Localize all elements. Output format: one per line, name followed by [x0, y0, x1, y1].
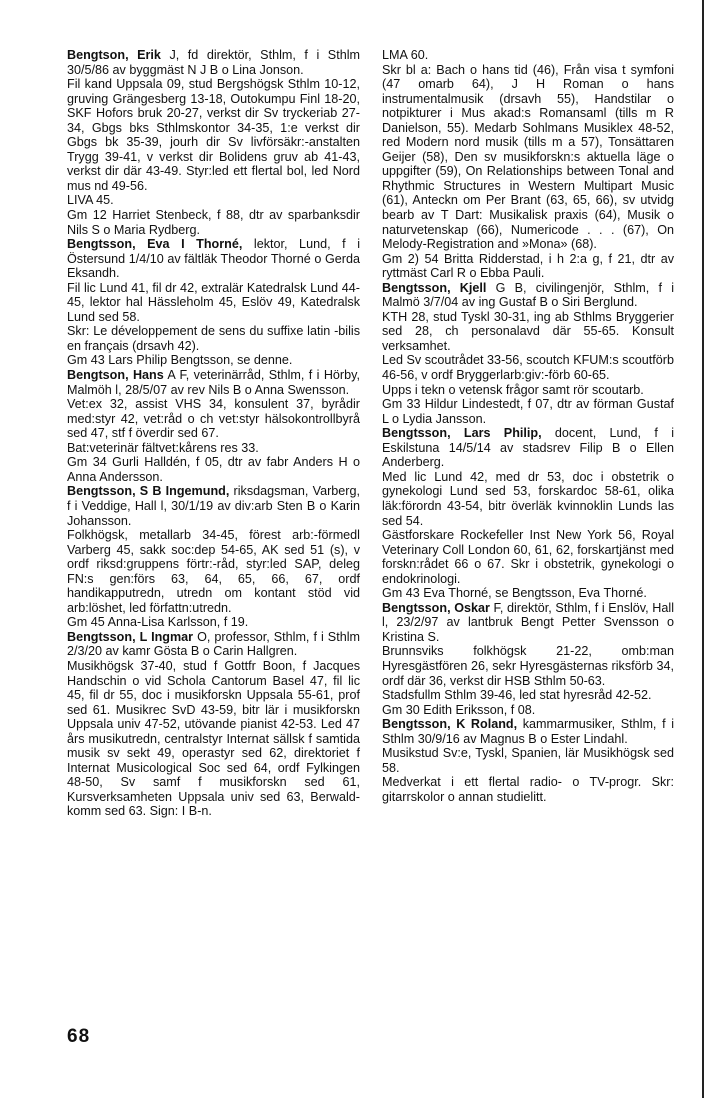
entry-paragraph: Stadsfullm Sthlm 39-46, led stat hyresråd 42-52. [382, 688, 652, 703]
entry-heading: Bengtson, Hans A F, veterinärråd, Sthlm, f i Hörby, Malmöh l, 28/5/07 av rev Nils B o Anna Swensson. [67, 368, 360, 397]
entry-paragraph: Gm 34 Gurli Halldén, f 05, dtr av fabr Anders H o Anna Andersson. [67, 455, 360, 484]
entry-paragraph: Musikhögsk 37-40, stud f Gottfr Boon, f Jacques Handschin o vid Schola Cantorum Basel 47, fil lic 45, fil dr 55, doc i musikforskn Uppsala 55-61, prof sed 61. Musikrec SvD 43-59, bitr lär i musikforskn Uppsala univ 47-52, utövande pianist 42-53. Led 47 års musikutredn, centralstyr Internat sällsk f samtida musik sv sekt 49, operastyr sed 62, direktoriet f Internat Musicological Soc sed 64, ordf Fylkingen 48-50, Sv samf f musikforskn sed 61, Kursverksamheten Uppsala univ sed 63, Berwald-komm sed 63. Sign: I B-n. [67, 658, 360, 819]
entry-paragraph: Skr bl a: Bach o hans tid (46), Från visa t symfoni (47 omarb 64), J H Roman o hans instrumentalmusik (drsavh 55), Handstilar o notpikturer i Mus akad:s Romansaml (tills m R Danielson, 55). Medarb Sohlmans Musiklex 48-52, red Modern nord musik (tills m a 57), Tonsättaren Geijer (58), Den sv musikforskn:s aktuella läge o uppgifter (59), On Relationships between Tonal and Rhythmic Structures in Western Multipart Music (61), Anteckn om Per Brant (63, 65, 66), sv utvidg bearb av T Dart: Musikalisk praxis (64), Musik o naturvetenskap (66), Numericode . . . (67), On Melody-Registration and »Mona» (68). [382, 62, 674, 252]
entry-paragraph: Gm 2) 54 Britta Ridderstad, i h 2:a g, f 21, dtr av ryttmäst Carl R o Ebba Pauli. [382, 251, 674, 281]
entry-paragraph: Skr: Le développement de sens du suffixe latin -bilis en français (drsavh 42). [67, 324, 360, 353]
entry-paragraph: Gästforskare Rockefeller Inst New York 56, Royal Veterinary Coll London 60, 61, 62, forskartjänst med forskn:rådet 66 o 67. Skr i obstetrik, gynekologi o endokrinologi. [382, 528, 674, 586]
entry-paragraph: Led Sv scoutrådet 33-56, scoutch KFUM:s scoutförb 46-56, v ordf Bryggerlarb:giv:-förb 60-65. [382, 353, 674, 383]
entry-heading: Bengtson, Erik J, fd direktör, Sthlm, f i Sthlm 30/5/86 av byggmäst N J B o Lina Jonson. [67, 48, 360, 77]
entry-heading: Bengtsson, K Roland, kammarmusiker, Sthlm, f i Sthlm 30/9/16 av Magnus B o Ester Lindahl. [382, 717, 674, 746]
entry-paragraph: Brunnsviks folkhögsk 21-22, omb:man Hyresgästfören 26, sekr Hyresgästernas riksförb 34, ordf där 36, verkst dir HSB Sthlm 50-63. [382, 644, 674, 688]
entry-paragraph: Gm 43 Lars Philip Bengtsson, se denne. [67, 353, 293, 368]
entry-paragraph: Gm 33 Hildur Lindestedt, f 07, dtr av förman Gustaf L o Lydia Jansson. [382, 397, 674, 426]
entry-paragraph: LIVA 45. [67, 193, 114, 208]
entry-heading: Bengtsson, S B Ingemund, riksdagsman, Varberg, f i Veddige, Hall l, 30/1/19 av div:arb Sten B o Karin Johansson. [67, 484, 360, 528]
entry-paragraph: Upps i tekn o vetensk frågor samt rör scoutarb. [382, 382, 644, 397]
entry-paragraph: Musikstud Sv:e, Tyskl, Spanien, lär Musikhögsk sed 58. [382, 746, 674, 775]
entry-heading: Bengtsson, Kjell G B, civilingenjör, Sthlm, f i Malmö 3/7/04 av ing Gustaf B o Siri Berglund. [382, 280, 674, 310]
entry-paragraph: Gm 43 Eva Thorné, se Bengtsson, Eva Thorné. [382, 586, 647, 601]
entry-paragraph: KTH 28, stud Tyskl 30-31, ing ab Sthlms Bryggerier sed 28, ch personalavd där 55-65. Konsult verksamhet. [382, 309, 674, 353]
entry-paragraph: Medverkat i ett flertal radio- o TV-progr. Skr: gitarrskolor o annan studielitt. [382, 775, 674, 804]
entry-paragraph: Fil kand Uppsala 09, stud Bergshögsk Sthlm 10-12, gruving Grängesberg 13-18, Outokumpu Finl 18-20, SKF Hofors bruk 20-27, verkst dir Sv tryckeriab 27-34, Gbgs bks Sthlmskontor 34-35, 1:e verkst dir Gbgs bk 35-39, jourh dir Sv livförsäkr:-anstalten Trygg 39-41, v verkst dir Bolidens gruv ab 41-43, verkst dir där 43-49. Styr:led ett flertal bol, led Nord mus nd 49-56. [67, 77, 360, 193]
entry-paragraph: LMA 60. [382, 48, 429, 62]
page-number: 68 [67, 1026, 91, 1047]
entry-paragraph: Med lic Lund 42, med dr 53, doc i obstetrik o gynekologi Lund sed 53, forskardoc 58-61, olika läk:förordn 43-54, bitr överläk kvinnoklin Lunds las sed 54. [382, 469, 674, 528]
left-column [67, 48, 360, 819]
entry-paragraph: Gm 45 Anna-Lisa Karlsson, f 19. [67, 615, 249, 630]
entry-paragraph: Folkhögsk, metallarb 34-45, förest arb:-förmedl Varberg 45, sakk soc:dep 54-65, AK sed 51 (s), v ordf riksd:gruppens förtr:-råd, styr:led SAP, deleg FN:s gen:förs 63, 64, 65, 66, 67, ordf handikapputredn, utredn om kontant stöd vid arb:löshet, led författn:utredn. [67, 528, 360, 615]
entry-paragraph: Bat:veterinär fältvet:kårens res 33. [67, 440, 259, 455]
entry-paragraph: Gm 30 Edith Eriksson, f 08. [382, 702, 536, 717]
entry-heading: Bengtsson, Lars Philip, docent, Lund, f i Eskilstuna 14/5/14 av stadsrev Filip B o Ellen Anderberg. [382, 426, 674, 470]
entry-heading: Bengtsson, Oskar F, direktör, Sthlm, f i Enslöv, Hall l, 23/2/97 av lantbruk Bengt Petter Svensson o Kristina S. [382, 600, 674, 644]
entry-paragraph: Vet:ex 32, assist VHS 34, konsulent 37, byrådir med:styr 42, vet:råd o ch vet:styr hälsokontrollbyrå sed 47, stf f överdir sed 67. [67, 397, 360, 441]
entry-heading: Bengtsson, Eva I Thorné, lektor, Lund, f i Östersund 1/4/10 av fältläk Theodor Thorné o Gerda Eksandh. [67, 237, 360, 281]
entry-paragraph: Gm 12 Harriet Stenbeck, f 88, dtr av sparbanksdir Nils S o Maria Rydberg. [67, 208, 360, 237]
entry-heading: Bengtsson, L Ingmar O, professor, Sthlm, f i Sthlm 2/3/20 av kamr Gösta B o Carin Hallgren. [67, 629, 360, 659]
right-column [382, 48, 674, 804]
entry-paragraph: Fil lic Lund 41, fil dr 42, extralär Katedralsk Lund 44-45, lektor hal Hässleholm 45, Eslöv 49, Katedralsk Lund sed 58. [67, 280, 360, 324]
